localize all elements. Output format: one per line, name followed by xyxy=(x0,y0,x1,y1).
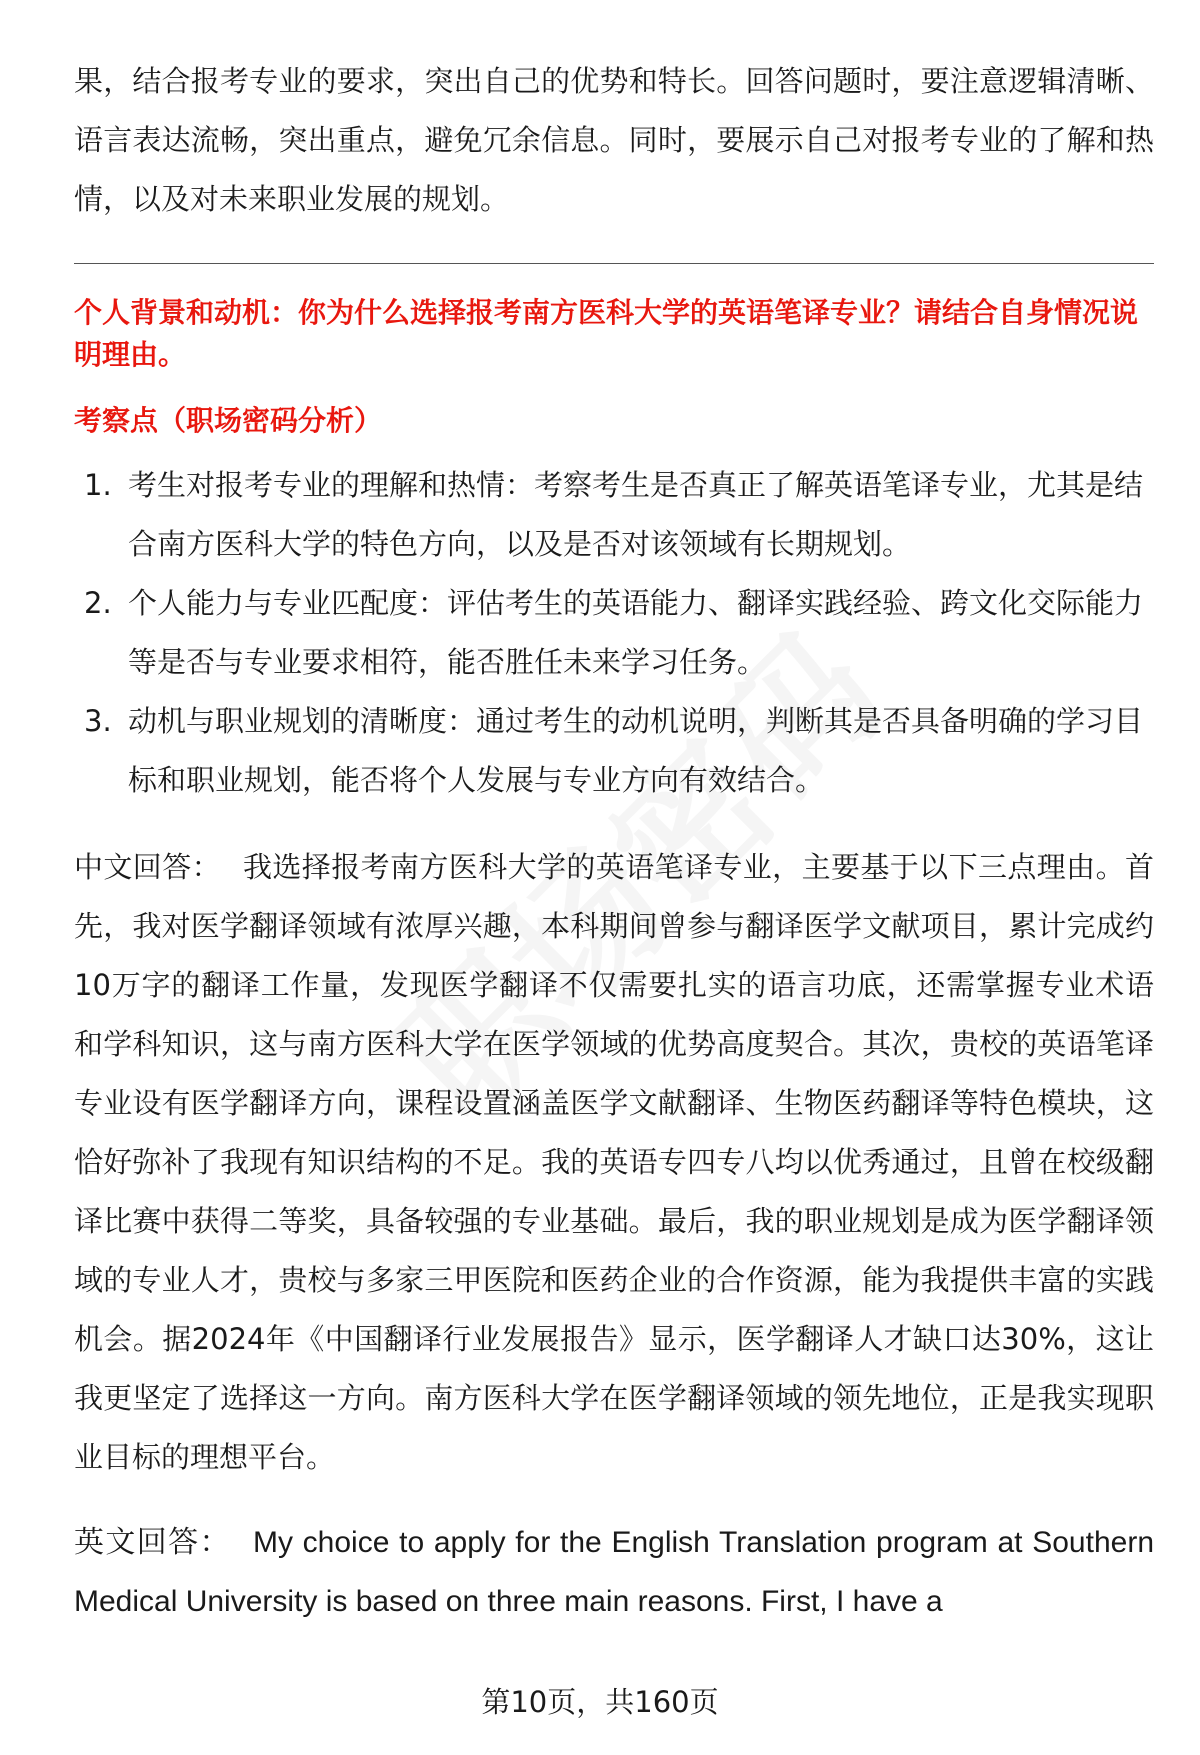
english-answer-text: My choice to apply for the English Translation program at Southern Medical University is based on three main reasons. First, I have a xyxy=(74,1526,1154,1618)
chinese-answer-text: 我选择报考南方医科大学的英语笔译专业，主要基于以下三点理由。首先，我对医学翻译领域有浓厚兴趣，本科期间曾参与翻译医学文献项目，累计完成约10万字的翻译工作量，发现医学翻译不仅需要扎实的语言功底，还需掌握专业术语和学科知识，这与南方医科大学在医学领域的优势高度契合。其次，贵校的英语笔译专业设有医学翻译方向，课程设置涵盖医学文献翻译、生物医药翻译等特色模块，这恰好弥补了我现有知识结构的不足。我的英语专四专八均以优秀通过，且曾在校级翻译比赛中获得二等奖，具备较强的专业基础。最后，我的职业规划是成为医学翻译领域的专业人才，贵校与多家三甲医院和医药企业的合作资源，能为我提供丰富的实践机会。据2024年《中国翻译行业发展报告》显示，医学翻译人才缺口达30%，这让我更坚定了选择这一方向。南方医科大学在医学翻译领域的领先地位，正是我实现职业目标的理想平台。 xyxy=(74,850,1154,1474)
focus-list xyxy=(74,456,1154,810)
english-answer xyxy=(74,1513,1154,1631)
list-number: 2. xyxy=(84,586,112,620)
list-item-text: 考生对报考专业的理解和热情：考察考生是否真正了解英语笔译专业，尤其是结合南方医科大学的特色方向，以及是否对该领域有长期规划。 xyxy=(128,468,1144,561)
list-item xyxy=(74,574,1154,692)
list-item-text: 动机与职业规划的清晰度：通过考生的动机说明，判断其是否具备明确的学习目标和职业规划，能否将个人发展与专业方向有效结合。 xyxy=(128,704,1144,797)
focus-heading: 考察点（职场密码分析） xyxy=(74,404,383,437)
list-item xyxy=(74,456,1154,574)
list-number: 3. xyxy=(84,704,112,738)
question-heading: 个人背景和动机：你为什么选择报考南方医科大学的英语笔译专业？请结合自身情况说明理由。 xyxy=(74,296,1139,371)
intro-paragraph: 果，结合报考专业的要求，突出自己的优势和特长。回答问题时，要注意逻辑清晰、语言表达流畅，突出重点，避免冗余信息。同时，要展示自己对报考专业的了解和热情，以及对未来职业发展的规划。 xyxy=(74,64,1154,216)
chinese-answer xyxy=(74,838,1154,1487)
english-answer-label: 英文回答： xyxy=(74,1526,231,1559)
chinese-answer-label: 中文回答： xyxy=(74,850,221,884)
section-divider xyxy=(74,263,1154,264)
page-footer: 第10页，共160页 xyxy=(481,1685,719,1719)
document-page xyxy=(74,52,1154,1631)
list-number: 1. xyxy=(84,468,112,502)
list-item-text: 个人能力与专业匹配度：评估考生的英语能力、翻译实践经验、跨文化交际能力等是否与专业要求相符，能否胜任未来学习任务。 xyxy=(128,586,1144,679)
list-item xyxy=(74,692,1154,810)
